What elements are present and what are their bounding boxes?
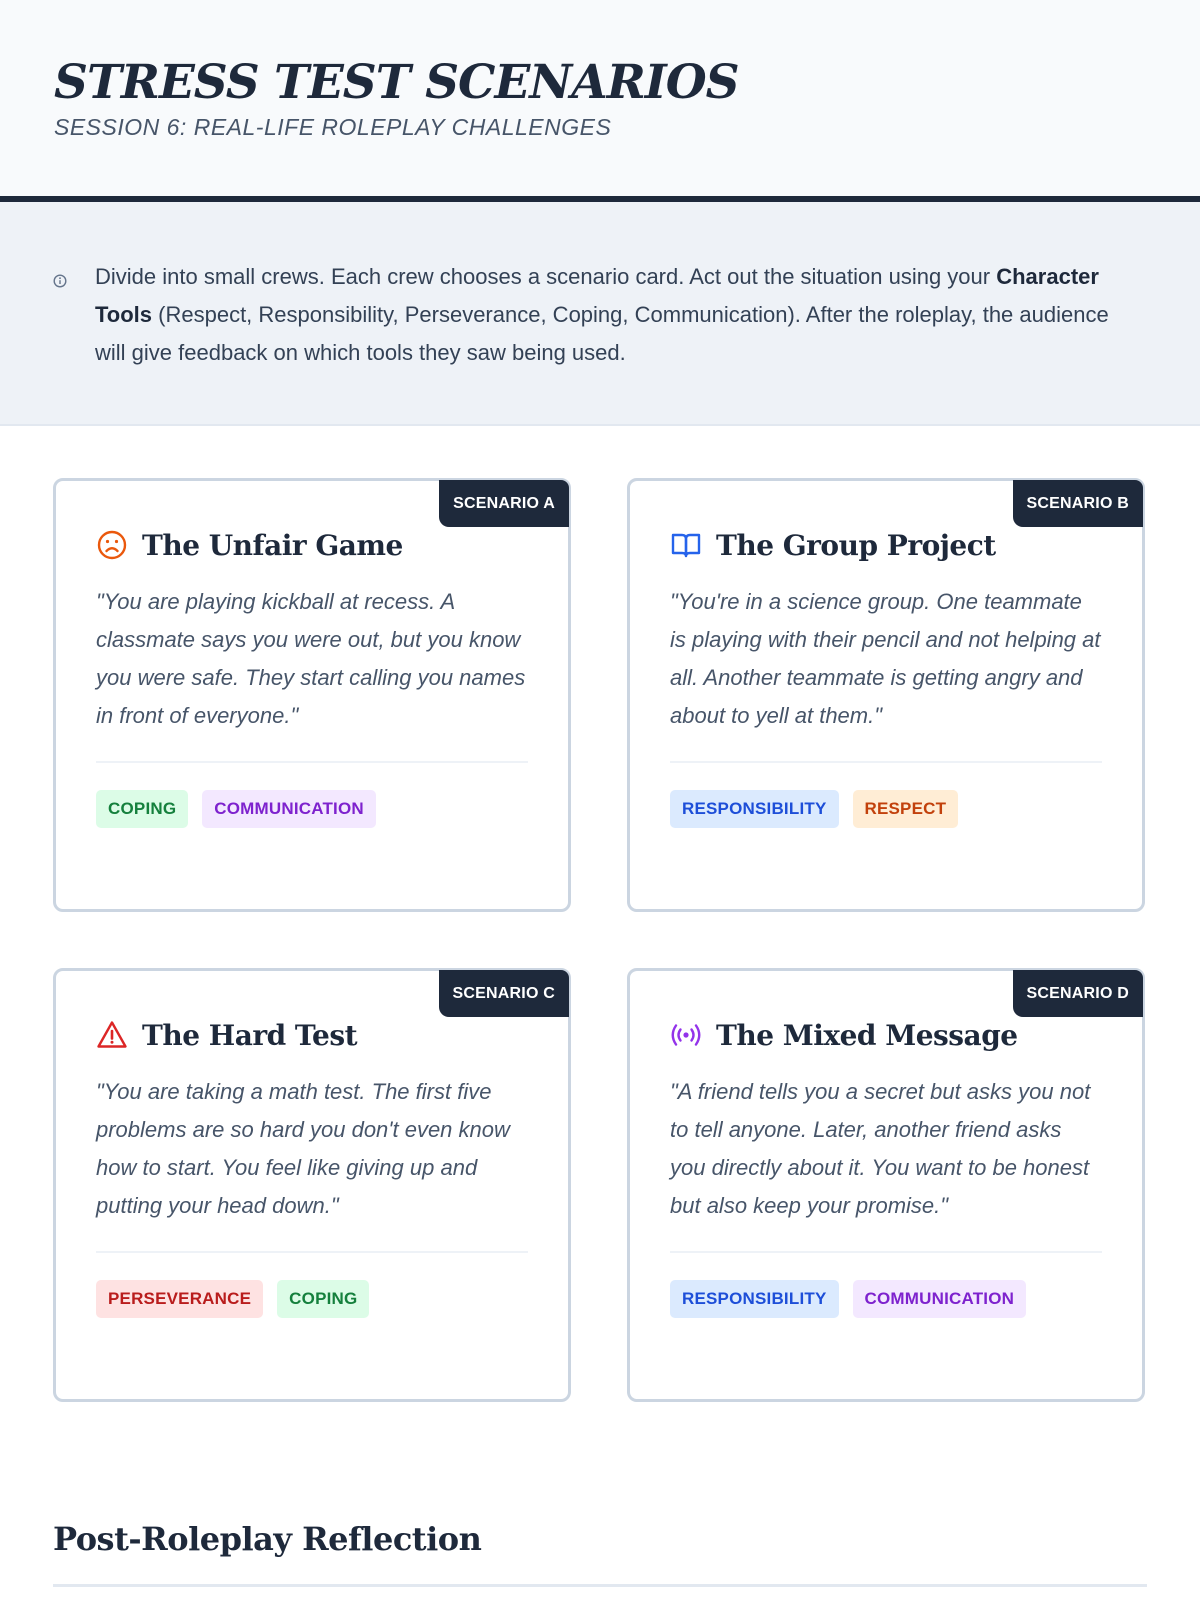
tag-communication: COMMUNICATION	[853, 1280, 1027, 1318]
tag-coping: COPING	[96, 790, 188, 828]
broadcast-icon	[670, 1019, 702, 1051]
tag-coping: COPING	[277, 1280, 369, 1318]
card-header	[670, 525, 1102, 565]
tag-list	[670, 1280, 1102, 1318]
card-title: The Hard Test	[142, 1018, 358, 1052]
instructions-text-end: (Respect, Responsibility, Perseverance, Coping, Communication). After the roleplay, the audience will give feedback on which tools they saw being used.	[95, 302, 1109, 365]
page-title: STRESS TEST SCENARIOS	[54, 55, 739, 110]
page-subtitle: SESSION 6: REAL-LIFE ROLEPLAY CHALLENGES	[54, 114, 612, 140]
scenario-card-d[interactable]	[627, 968, 1145, 1402]
scenario-quote: "You are taking a math test. The first five problems are so hard you don't even know how to start. You feel like giving up and putting your head down."	[96, 1073, 528, 1253]
frown-icon	[96, 529, 128, 561]
scenario-badge: SCENARIO A	[439, 480, 569, 527]
reflection-section	[53, 1520, 1147, 1587]
section-divider	[53, 1584, 1147, 1587]
instructions-bold: Character Tools	[95, 264, 1099, 327]
card-header	[96, 1015, 528, 1055]
info-icon	[53, 274, 67, 288]
instructions-text	[95, 258, 1120, 372]
scenario-quote: "You are playing kickball at recess. A classmate says you were out, but you know you were safe. They start calling you names in front of everyone."	[96, 583, 528, 763]
card-header	[96, 525, 528, 565]
scenario-grid	[0, 426, 1200, 1486]
reflection-heading: Post-Roleplay Reflection	[53, 1520, 482, 1558]
tag-communication: COMMUNICATION	[202, 790, 376, 828]
page-header	[0, 0, 1200, 202]
tag-list	[670, 790, 1102, 828]
card-header	[670, 1015, 1102, 1055]
scenario-quote: "You're in a science group. One teammate is playing with their pencil and not helping at all. Another teammate is getting angry and about to yell at them."	[670, 583, 1102, 763]
tag-respect: RESPECT	[853, 790, 959, 828]
scenario-card-b[interactable]	[627, 478, 1145, 912]
card-title: The Unfair Game	[142, 528, 403, 562]
book-open-icon	[670, 529, 702, 561]
scenario-badge: SCENARIO C	[439, 970, 569, 1017]
scenario-quote: "A friend tells you a secret but asks you not to tell anyone. Later, another friend asks you directly about it. You want to be honest but also keep your promise."	[670, 1073, 1102, 1253]
scenario-card-a[interactable]	[53, 478, 571, 912]
tag-responsibility: RESPONSIBILITY	[670, 1280, 839, 1318]
warning-triangle-icon	[96, 1019, 128, 1051]
card-title: The Group Project	[716, 528, 996, 562]
card-title: The Mixed Message	[716, 1018, 1018, 1052]
tag-responsibility: RESPONSIBILITY	[670, 790, 839, 828]
scenario-badge: SCENARIO D	[1013, 970, 1143, 1017]
instructions-text-start: Divide into small crews. Each crew chooses a scenario card. Act out the situation using your	[95, 264, 997, 289]
tag-list	[96, 1280, 528, 1318]
scenario-card-c[interactable]	[53, 968, 571, 1402]
instructions-panel	[0, 202, 1200, 426]
tag-perseverance: PERSEVERANCE	[96, 1280, 263, 1318]
scenario-badge: SCENARIO B	[1013, 480, 1143, 527]
tag-list	[96, 790, 528, 828]
